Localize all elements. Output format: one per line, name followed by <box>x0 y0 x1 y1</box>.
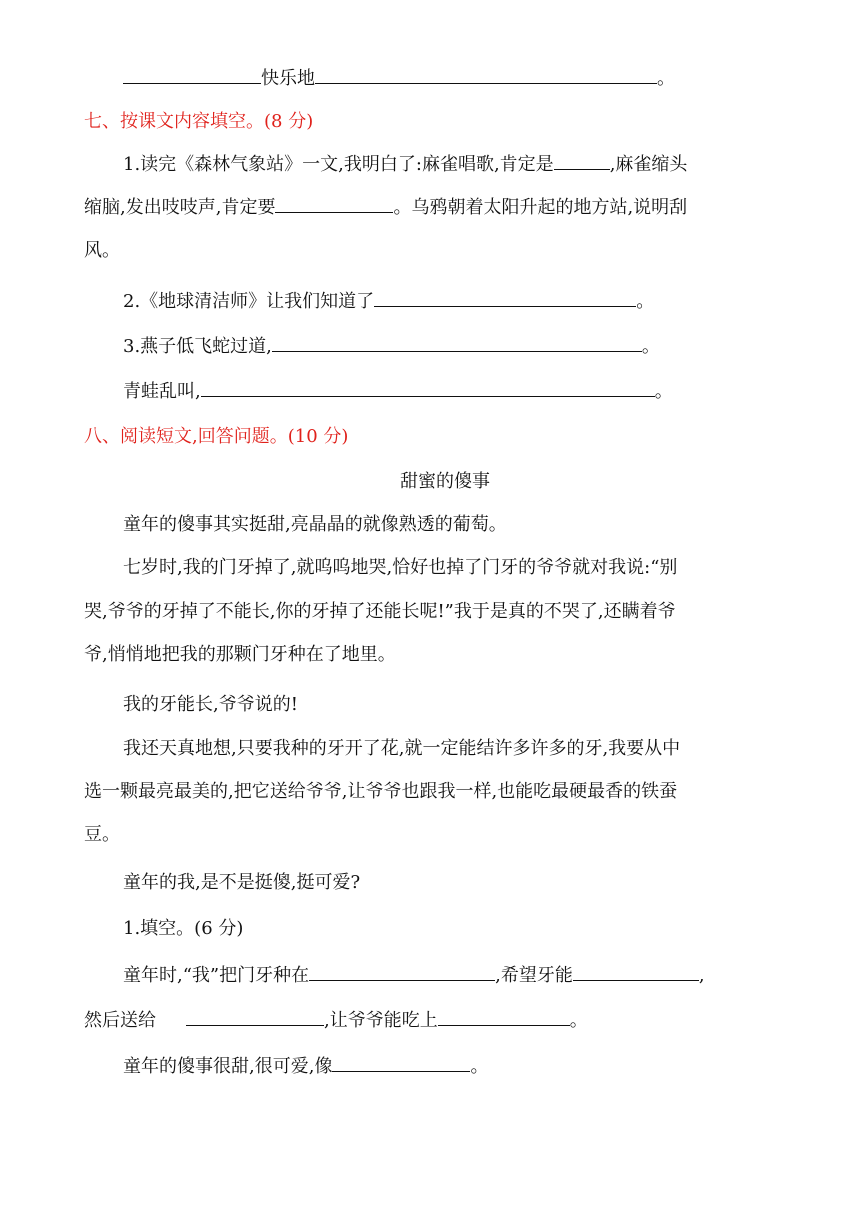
s8-q1-label: 1.填空。(6 分) <box>123 918 244 939</box>
passage-para-1: 童年的傻事其实挺甜,亮晶晶的就像熟透的葡萄。 <box>123 514 507 535</box>
answer-blank[interactable] <box>332 1052 470 1072</box>
section-8-heading: 八、阅读短文,回答问题。(10 分) <box>84 426 349 447</box>
answer-blank[interactable] <box>438 1006 570 1026</box>
continued-answer-line: 快乐地 。 <box>0 64 860 94</box>
answer-blank[interactable] <box>272 332 642 352</box>
answer-blank[interactable] <box>186 1006 324 1026</box>
passage-para-3: 我的牙能长,爷爷说的! <box>123 694 298 715</box>
s8-q1-line1: 童年时,“我”把门牙种在 ,希望牙能 , <box>0 961 860 991</box>
passage-para-2-line2: 哭,爷爷的牙掉了不能长,你的牙掉了还能长呢!”我于是真的不哭了,还瞒着爷 <box>84 601 676 622</box>
passage-para-4-line3: 豆。 <box>84 824 120 845</box>
passage-para-2-line1: 七岁时,我的门牙掉了,就呜呜地哭,恰好也掉了门牙的爷爷就对我说:“别 <box>123 557 678 578</box>
answer-blank[interactable] <box>309 961 495 981</box>
passage-para-5: 童年的我,是不是挺傻,挺可爱? <box>123 872 361 893</box>
answer-blank[interactable] <box>554 150 610 170</box>
answer-blank[interactable] <box>315 64 657 84</box>
passage-title: 甜蜜的傻事 <box>400 471 490 492</box>
section-7-heading: 七、按课文内容填空。(8 分) <box>84 111 314 132</box>
s7-q2: 2.《地球清洁师》让我们知道了 。 <box>0 287 860 317</box>
answer-blank[interactable] <box>275 193 393 213</box>
passage-para-4-line1: 我还天真地想,只要我种的牙开了花,就一定能结许多许多的牙,我要从中 <box>123 738 681 759</box>
passage-para-2-line3: 爷,悄悄地把我的那颗门牙种在了地里。 <box>84 644 396 665</box>
s7-q3-line1: 3.燕子低飞蛇过道, 。 <box>0 332 860 362</box>
answer-blank[interactable] <box>573 961 699 981</box>
answer-blank[interactable] <box>123 64 261 84</box>
s7-q1-line3: 风。 <box>84 240 120 261</box>
passage-para-4-line2: 选一颗最亮最美的,把它送给爷爷,让爷爷也跟我一样,也能吃最硬最香的铁蚕 <box>84 781 678 802</box>
s7-q1-line1: 1.读完《森林气象站》一文,我明白了:麻雀唱歌,肯定是 ,麻雀缩头 <box>0 150 860 180</box>
s7-q3-line2: 青蛙乱叫, 。 <box>0 377 860 407</box>
s7-q1-line2: 缩脑,发出吱吱声,肯定要 。乌鸦朝着太阳升起的地方站,说明刮 <box>0 193 860 223</box>
s8-q1-line3: 童年的傻事很甜,很可爱,像 。 <box>0 1052 860 1082</box>
s8-q1-line2: 然后送给 ,让爷爷能吃上 。 <box>0 1006 860 1036</box>
answer-blank[interactable] <box>201 377 655 397</box>
answer-blank[interactable] <box>374 287 636 307</box>
